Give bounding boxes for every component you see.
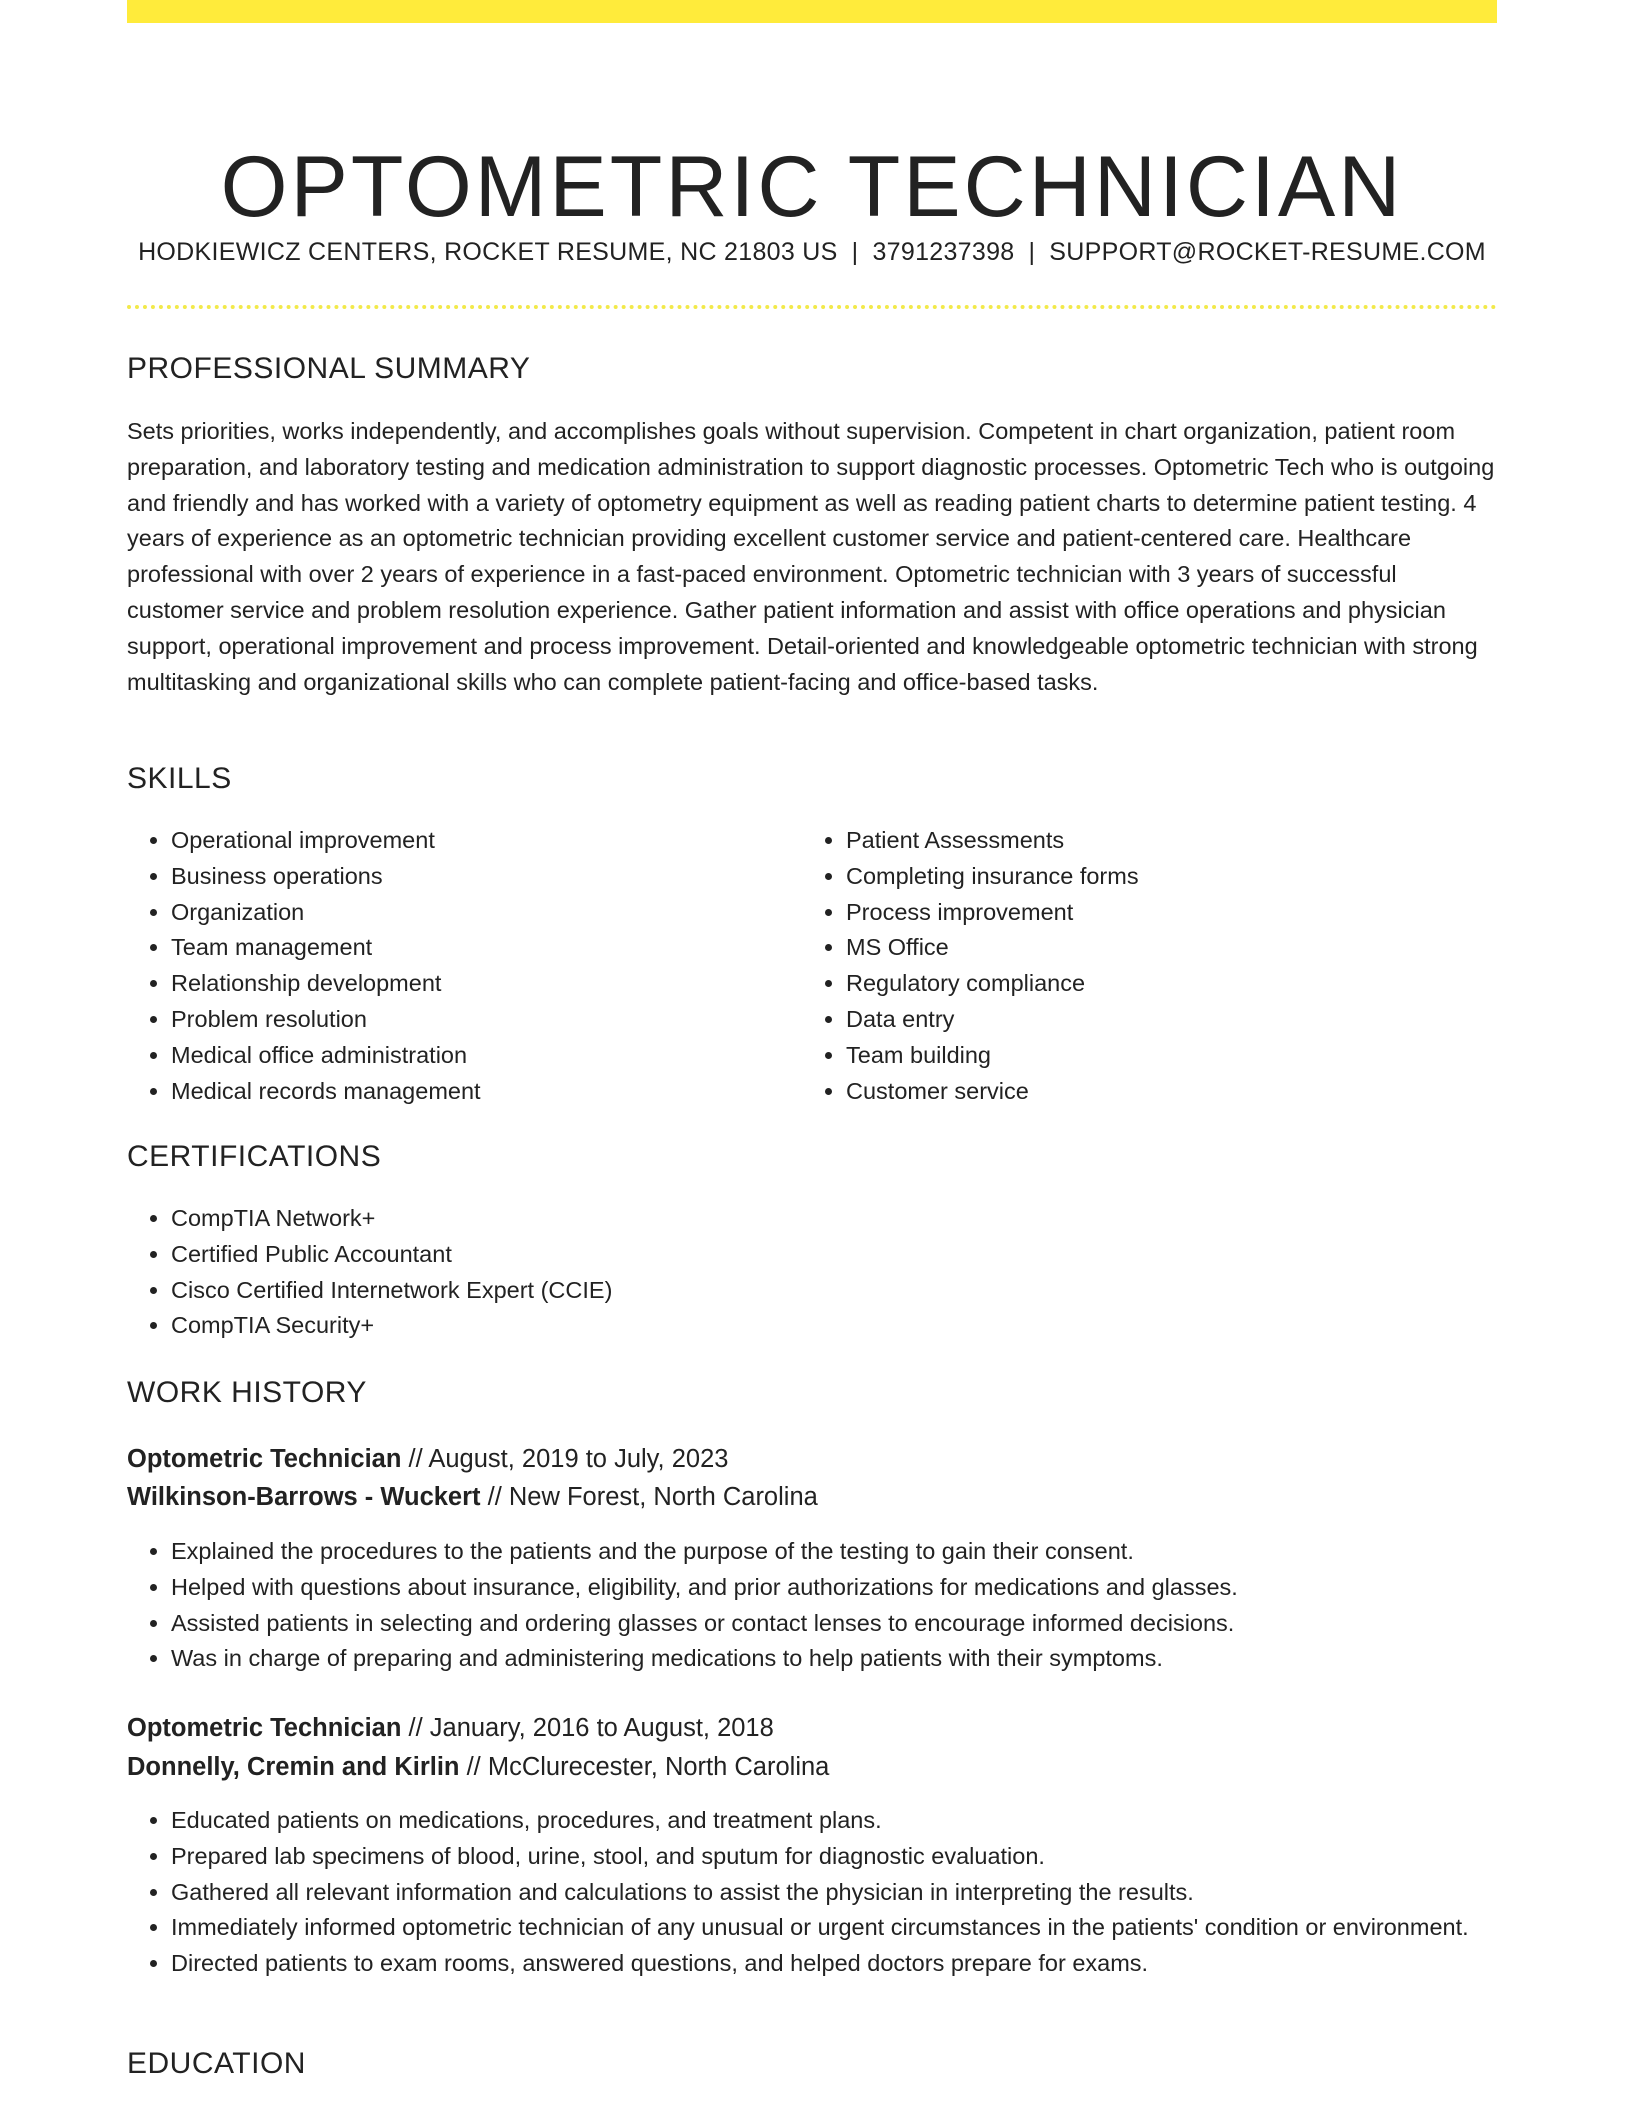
contact-line	[127, 238, 1497, 267]
job-duty: • Was in charge of preparing and administering medications to help patients with their symptoms.	[171, 1641, 1501, 1677]
job-title-line	[127, 1709, 774, 1747]
job-title: Optometric Technician	[127, 1714, 402, 1742]
skill-item: • MS Office	[846, 930, 1486, 966]
summary-heading: PROFESSIONAL SUMMARY	[127, 352, 531, 385]
job-company: Donnelly, Cremin and Kirlin	[127, 1753, 460, 1781]
skill-item: • Completing insurance forms	[846, 859, 1486, 895]
skills-list-right	[802, 823, 1486, 1109]
skills-list-left	[127, 823, 791, 1109]
skill-item: • Customer service	[846, 1074, 1486, 1110]
contact-email: SUPPORT@ROCKET-RESUME.COM	[1049, 238, 1486, 266]
contact-separator: |	[1028, 238, 1036, 266]
job-dates: // August, 2019 to July, 2023	[401, 1445, 729, 1473]
skill-item: • Patient Assessments	[846, 823, 1486, 859]
skill-item: • Data entry	[846, 1002, 1486, 1038]
job-company-line	[127, 1748, 829, 1786]
job-duty: • Directed patients to exam rooms, answered questions, and helped doctors prepare for exams.	[171, 1946, 1501, 1982]
skill-item: • Relationship development	[171, 966, 791, 1002]
skill-item: • Team management	[171, 930, 791, 966]
certification-item: • CompTIA Security+	[171, 1308, 1471, 1344]
certification-item: • Certified Public Accountant	[171, 1237, 1471, 1273]
job-duty: • Helped with questions about insurance, eligibility, and prior authorizations for medications and glasses.	[171, 1570, 1501, 1606]
job-location: // McClurecester, North Carolina	[459, 1753, 830, 1781]
skill-item: • Regulatory compliance	[846, 966, 1486, 1002]
job-title-line	[127, 1440, 728, 1478]
job-location: // New Forest, North Carolina	[480, 1483, 818, 1511]
resume-page	[127, 0, 1497, 2112]
accent-bar	[127, 0, 1497, 23]
work-history-heading: WORK HISTORY	[127, 1376, 367, 1409]
skill-item: • Team building	[846, 1038, 1486, 1074]
certifications-list	[127, 1201, 1471, 1344]
contact-phone: 3791237398	[872, 238, 1015, 266]
skill-item: • Process improvement	[846, 895, 1486, 931]
resume-title: OPTOMETRIC TECHNICIAN	[220, 138, 1404, 235]
certifications-heading: CERTIFICATIONS	[127, 1140, 382, 1173]
education-heading: EDUCATION	[127, 2047, 306, 2080]
skill-item: • Business operations	[171, 859, 791, 895]
certification-item: • Cisco Certified Internetwork Expert (CCIE)	[171, 1273, 1471, 1309]
skill-item: • Medical records management	[171, 1074, 791, 1110]
skill-item: • Operational improvement	[171, 823, 791, 859]
job-duties-list	[127, 1534, 1501, 1677]
job-duty: • Explained the procedures to the patients and the purpose of the testing to gain their consent.	[171, 1534, 1501, 1570]
certification-item: • CompTIA Network+	[171, 1201, 1471, 1237]
dotted-divider	[127, 305, 1497, 309]
job-company-line	[127, 1478, 818, 1516]
summary-text: Sets priorities, works independently, and accomplishes goals without supervision. Competent in chart organization, patient room preparation, and laboratory testing and medication administration to support diagnostic processes. Optometric Tech who is outgoing and friendly and has worked with a variety of optometry equipment as well as reading patient charts to determine patient testing. 4 years of experience as an optometric technician providing excellent customer service and patient-centered care. Healthcare professional with over 2 years of experience in a fast-paced environment. Optometric technician with 3 years of successful customer service and problem resolution experience. Gather patient information and assist with office operations and physician support, operational improvement and process improvement. Detail-oriented and knowledgeable optometric technician with strong multitasking and organizational skills who can complete patient-facing and office-based tasks.	[127, 418, 1495, 695]
job-duty: • Educated patients on medications, procedures, and treatment plans.	[171, 1803, 1501, 1839]
job-title: Optometric Technician	[127, 1445, 402, 1473]
skill-item: • Organization	[171, 895, 791, 931]
job-duties-list	[127, 1803, 1501, 1982]
job-duty: • Prepared lab specimens of blood, urine, stool, and sputum for diagnostic evaluation.	[171, 1839, 1501, 1875]
skills-heading: SKILLS	[127, 762, 232, 795]
job-dates: // January, 2016 to August, 2018	[401, 1714, 774, 1742]
skill-item: • Medical office administration	[171, 1038, 791, 1074]
job-company: Wilkinson-Barrows - Wuckert	[127, 1483, 481, 1511]
job-duty: • Immediately informed optometric technician of any unusual or urgent circumstances in the patients' condition or environment.	[171, 1910, 1501, 1946]
contact-address: HODKIEWICZ CENTERS, ROCKET RESUME, NC 21803 US	[138, 238, 838, 266]
job-duty: • Assisted patients in selecting and ordering glasses or contact lenses to encourage informed decisions.	[171, 1606, 1501, 1642]
skill-item: • Problem resolution	[171, 1002, 791, 1038]
job-duty: • Gathered all relevant information and calculations to assist the physician in interpreting the results.	[171, 1875, 1501, 1911]
contact-separator: |	[851, 238, 859, 266]
